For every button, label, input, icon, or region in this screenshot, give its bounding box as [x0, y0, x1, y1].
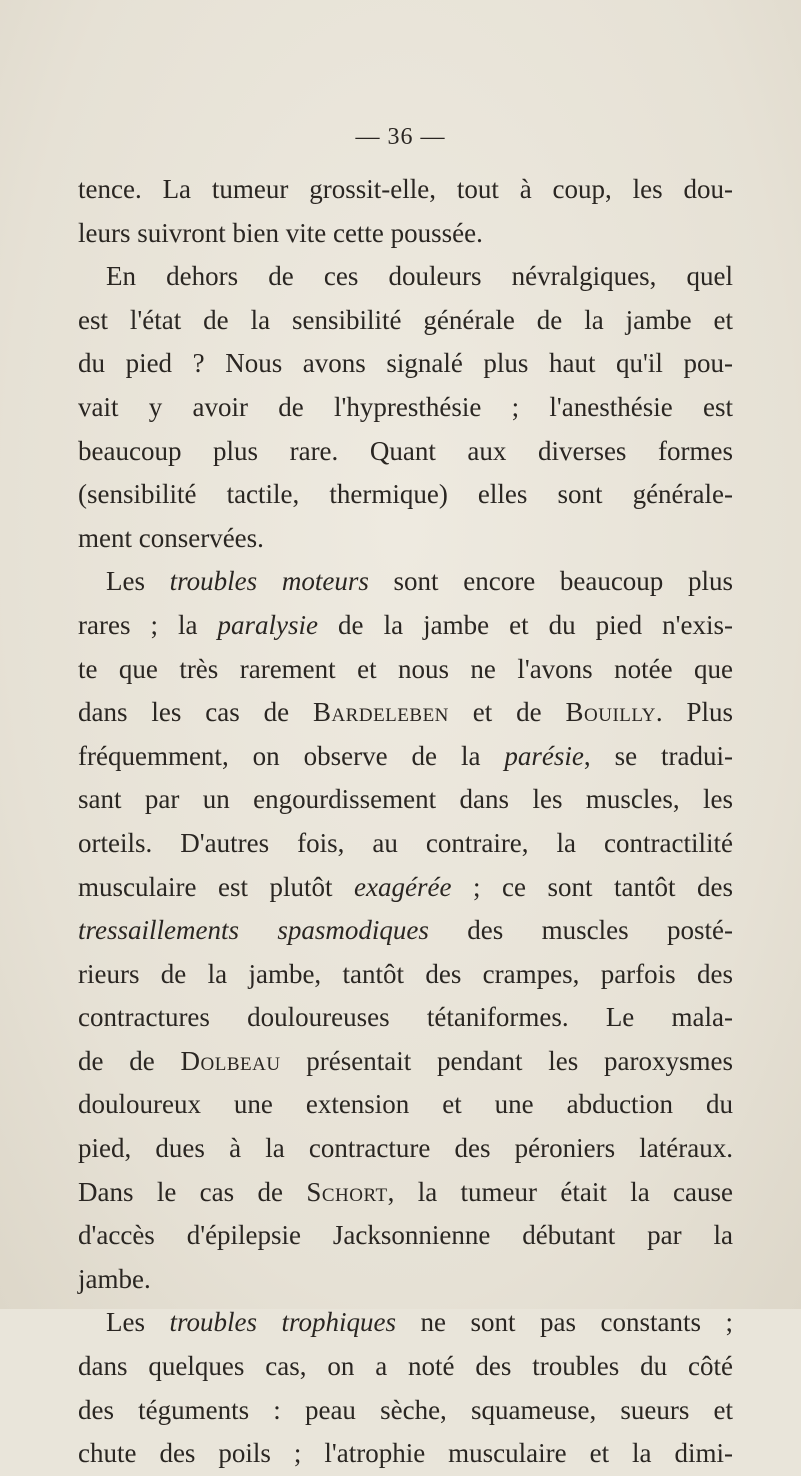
text-segment: En dehors de ces douleurs névralgiques, quel	[106, 261, 733, 292]
text-line	[78, 517, 733, 561]
text-segment: pied, dues à la contracture des péroniers latéraux.	[78, 1133, 733, 1164]
text-segment: des muscles posté-	[428, 915, 733, 946]
text-line	[78, 1389, 733, 1433]
text-segment: , la tumeur était la cause	[387, 1176, 733, 1207]
text-line	[78, 691, 733, 735]
text-segment: et de	[448, 697, 566, 728]
text-segment: de la jambe et du pied n'exis-	[318, 609, 733, 640]
text-segment: présentait pendant les paroxysmes	[280, 1045, 733, 1076]
text-segment: rieurs de la jambe, tantôt des crampes, parfois des	[78, 958, 733, 989]
text-segment: Les	[106, 566, 170, 597]
author-name: Bardeleben	[312, 697, 449, 728]
text-line	[78, 866, 733, 910]
author-name: Bouilly	[565, 697, 656, 728]
text-segment: sont encore beaucoup plus	[368, 566, 734, 597]
text-segment: des téguments : peau sèche, squameuse, sueurs et	[78, 1394, 733, 1425]
emphasis-text: troubles moteurs	[169, 566, 369, 597]
text-segment: leurs suivront bien vite cette poussée.	[78, 217, 483, 248]
emphasis-text: exagérée	[354, 871, 452, 902]
emphasis-text: troubles trophiques	[169, 1307, 397, 1338]
text-line	[78, 909, 733, 953]
text-line	[78, 255, 733, 299]
text-line	[78, 1345, 733, 1389]
text-segment: de de	[78, 1045, 181, 1076]
text-segment: est l'état de la sensibilité générale de la jambe et	[78, 304, 733, 335]
text-segment: , se tradui-	[583, 740, 733, 771]
body-text	[78, 168, 733, 1476]
text-line	[78, 560, 733, 604]
text-segment: Les	[106, 1307, 170, 1338]
text-line	[78, 168, 733, 212]
text-segment: ment conservées.	[78, 522, 264, 553]
author-name: Schort	[306, 1176, 388, 1207]
text-segment: sant par un engourdissement dans les muscles, les	[78, 784, 733, 815]
emphasis-text: paralysie	[217, 609, 319, 640]
text-line	[78, 1214, 733, 1258]
text-segment: musculaire est plutôt	[78, 871, 355, 902]
text-segment: tence. La tumeur grossit-elle, tout à coup, les dou-	[78, 174, 733, 204]
text-line	[78, 604, 733, 648]
text-segment: dans quelques cas, on a noté des troubles du côté	[78, 1351, 733, 1382]
text-line	[78, 953, 733, 997]
text-line	[78, 342, 733, 386]
text-line	[78, 1432, 733, 1476]
text-segment: vait y avoir de l'hypresthésie ; l'anesthésie est	[78, 391, 733, 422]
text-line	[78, 1258, 733, 1302]
text-segment: Dans le cas de	[78, 1176, 307, 1207]
text-line	[78, 299, 733, 343]
text-segment: ; ce sont tantôt des	[451, 871, 733, 902]
text-line	[78, 778, 733, 822]
text-segment: rares ; la	[78, 609, 218, 640]
emphasis-text: parésie	[504, 740, 584, 771]
page-number: — 36 —	[355, 124, 446, 150]
text-segment: ne sont pas constants ;	[396, 1307, 734, 1338]
text-line	[78, 473, 733, 517]
author-name: Dolbeau	[180, 1045, 281, 1076]
text-line	[78, 386, 733, 430]
text-line	[78, 822, 733, 866]
text-line	[78, 1040, 733, 1084]
text-segment: d'accès d'épilepsie Jacksonnienne débutant par la	[78, 1220, 733, 1251]
text-line	[78, 996, 733, 1040]
text-segment: . Plus	[655, 697, 733, 728]
text-line	[78, 212, 733, 256]
text-line	[78, 1301, 733, 1345]
text-segment: douloureux une extension et une abduction du	[78, 1089, 733, 1120]
text-segment: du pied ? Nous avons signalé plus haut qu'il pou-	[78, 348, 733, 379]
text-segment: beaucoup plus rare. Quant aux diverses formes	[78, 435, 733, 466]
text-segment: dans les cas de	[78, 697, 313, 728]
text-line	[78, 1171, 733, 1215]
text-segment: (sensibilité tactile, thermique) elles sont générale-	[78, 479, 733, 510]
text-segment: contractures douloureuses tétaniformes. Le mala-	[78, 1002, 733, 1033]
text-line	[78, 1083, 733, 1127]
text-line	[78, 430, 733, 474]
text-line	[78, 1127, 733, 1171]
text-line	[78, 735, 733, 779]
text-segment: orteils. D'autres fois, au contraire, la contractilité	[78, 827, 733, 858]
emphasis-text: tressaillements spasmodiques	[78, 915, 429, 946]
text-segment: jambe.	[78, 1263, 151, 1294]
text-segment: fréquemment, on observe de la	[78, 740, 505, 771]
text-segment: te que très rarement et nous ne l'avons notée que	[78, 653, 733, 684]
text-line	[78, 648, 733, 692]
text-segment: chute des poils ; l'atrophie musculaire et la dimi-	[78, 1438, 733, 1469]
